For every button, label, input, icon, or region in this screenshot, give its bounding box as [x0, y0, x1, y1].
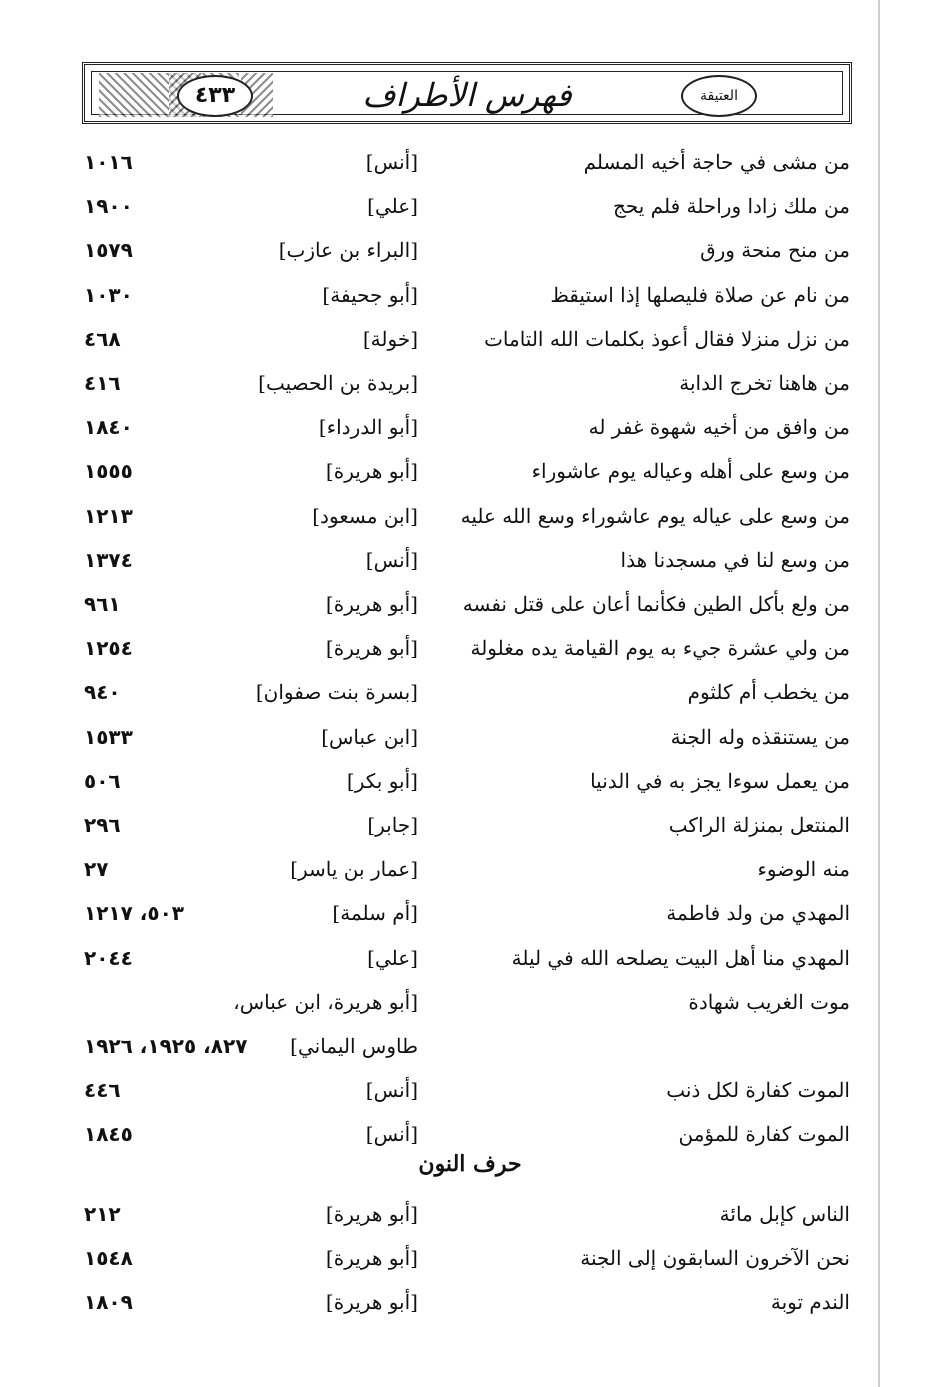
hadith-number: ٥٠٣، ١٢١٧ [84, 901, 185, 926]
hadith-text: من ولع بأكل الطين فكأنما أعان على قتل نفسه [462, 592, 850, 616]
hadith-text: المهدي منا أهل البيت يصلحه الله في ليلة [511, 945, 850, 970]
hadith-number: ٤١٦ [84, 371, 121, 395]
hadith-number: ١٨٤٥ [84, 1122, 133, 1147]
hadith-number: ٤٦٨ [84, 326, 121, 351]
hadith-number: ٢٧ [84, 857, 109, 882]
hadith-number: ١٩٠٠ [84, 194, 133, 219]
narrator: [أبو هريرة] [325, 592, 418, 616]
narrator: [أنس] [365, 1122, 418, 1147]
hadith-text: من منح منحة ورق [700, 238, 850, 263]
ornament-left [99, 73, 169, 117]
index-entry [0, 275, 940, 315]
section-title: حرف النون [418, 1151, 522, 1177]
index-entry [0, 982, 940, 1022]
narrator: [علي] [367, 194, 418, 219]
hadith-number: ١٣٧٤ [84, 547, 133, 572]
hadith-number: ١٥٥٥ [84, 459, 133, 484]
page-title: فهرس الأطراف [362, 76, 572, 114]
index-entry [0, 319, 940, 359]
hadith-text: من وافق من أخيه شهوة غفر له [588, 415, 850, 440]
index-entry [0, 540, 940, 580]
narrator: [ابن عباس] [321, 724, 418, 749]
index-entry [0, 363, 940, 403]
hadith-number: ١٢١٣ [84, 503, 133, 528]
narrator: [أبو هريرة] [325, 1290, 418, 1314]
index-entry [0, 893, 940, 933]
hadith-number: ٩٦١ [84, 592, 121, 616]
index-entry [0, 805, 940, 845]
hadith-number: ١٨٠٩ [84, 1290, 133, 1314]
narrator: [أبو هريرة، ابن عباس، [233, 989, 418, 1014]
hadith-text: الندم توبة [770, 1290, 850, 1314]
narrator: [بريدة بن الحصيب] [258, 371, 418, 395]
hadith-text: نحن الآخرون السابقون إلى الجنة [580, 1246, 850, 1270]
narrator: [جابر] [367, 813, 418, 837]
narrator: [أبو هريرة] [325, 459, 418, 484]
narrator: [أم سلمة] [332, 901, 418, 926]
narrator: [البراء بن عازب] [278, 238, 418, 263]
hadith-text: الموت كفارة لكل ذنب [666, 1078, 850, 1103]
page-number: ٤٣٣ [177, 75, 253, 117]
index-entry [0, 628, 940, 668]
publisher-logo: العتيقة [681, 75, 757, 117]
narrator: [أبو هريرة] [325, 1202, 418, 1226]
index-entry [0, 717, 940, 757]
hadith-number: ١٠٣٠ [84, 282, 133, 307]
hadith-text: من وسع على عياله يوم عاشوراء وسع الله عليه [460, 503, 850, 528]
hadith-number: ٢١٢ [84, 1202, 121, 1226]
narrator: طاوس اليماني] [290, 1034, 418, 1058]
hadith-text: من ولي عشرة جيء به يوم القيامة يده مغلولة [470, 636, 850, 661]
page-header [82, 62, 852, 124]
hadith-text: من هاهنا تخرج الدابة [679, 371, 850, 395]
index-entry [0, 849, 940, 889]
hadith-text: من يخطب أم كلثوم [687, 680, 850, 705]
index-entry [0, 1070, 940, 1110]
hadith-number: ١٨٤٠ [84, 415, 133, 440]
hadith-number: ١٠١٦ [84, 150, 133, 174]
index-entry [0, 1194, 940, 1234]
narrator: [أبو جحيفة] [322, 282, 418, 307]
hadith-number: ١٢٥٤ [84, 636, 133, 661]
hadith-text: من يستنقذه وله الجنة [670, 724, 850, 749]
narrator: [علي] [367, 945, 418, 970]
hadith-text: من نزل منزلا فقال أعوذ بكلمات الله التامات [484, 326, 850, 351]
hadith-number: ١٥٤٨ [84, 1246, 133, 1270]
hadith-text: المنتعل بمنزلة الراكب [668, 813, 850, 837]
hadith-text: من وسع لنا في مسجدنا هذا [620, 547, 850, 572]
hadith-text: المهدي من ولد فاطمة [666, 901, 850, 926]
hadith-number: ١٥٣٣ [84, 724, 133, 749]
hadith-number: ٢٠٤٤ [84, 945, 133, 970]
hadith-text: الناس كإبل مائة [719, 1202, 850, 1226]
index-entry [0, 407, 940, 447]
narrator: [أنس] [365, 1078, 418, 1103]
narrator: [أبو الدرداء] [318, 415, 418, 440]
index-entry [0, 230, 940, 270]
hadith-text: من نام عن صلاة فليصلها إذا استيقظ [550, 282, 850, 307]
index-entry [0, 142, 940, 182]
index-entry [0, 1026, 940, 1066]
hadith-text: من مشى في حاجة أخيه المسلم [583, 150, 850, 174]
index-entry [0, 672, 940, 712]
index-entry [0, 584, 940, 624]
hadith-text: من يعمل سوءا يجز به في الدنيا [590, 768, 850, 793]
index-entry [0, 186, 940, 226]
hadith-number: ٢٩٦ [84, 813, 121, 837]
hadith-text: منه الوضوء [757, 857, 850, 882]
index-entry [0, 938, 940, 978]
narrator: [بسرة بنت صفوان] [255, 680, 418, 705]
narrator: [ابن مسعود] [312, 503, 418, 528]
hadith-number: ٥٠٦ [84, 768, 121, 793]
hadith-text: من ملك زادا وراحلة فلم يحج [612, 194, 850, 219]
narrator: [أنس] [365, 150, 418, 174]
hadith-number: ١٥٧٩ [84, 238, 133, 263]
hadith-text: موت الغريب شهادة [688, 989, 850, 1014]
index-entry [0, 1238, 940, 1278]
narrator: [عمار بن ياسر] [290, 857, 418, 882]
narrator: [خولة] [362, 326, 418, 351]
hadith-number: ٨٢٧، ١٩٢٥، ١٩٢٦ [84, 1034, 248, 1058]
index-entry [0, 1282, 940, 1322]
hadith-text: من وسع على أهله وعياله يوم عاشوراء [531, 459, 850, 484]
hadith-text: الموت كفارة للمؤمن [678, 1122, 850, 1147]
narrator: [أبو بكر] [346, 768, 418, 793]
narrator: [أبو هريرة] [325, 636, 418, 661]
hadith-number: ٩٤٠ [84, 680, 121, 705]
index-entry [0, 761, 940, 801]
narrator: [أنس] [365, 547, 418, 572]
narrator: [أبو هريرة] [325, 1246, 418, 1270]
hadith-number: ٤٤٦ [84, 1078, 121, 1103]
index-entry [0, 496, 940, 536]
index-entry [0, 451, 940, 491]
